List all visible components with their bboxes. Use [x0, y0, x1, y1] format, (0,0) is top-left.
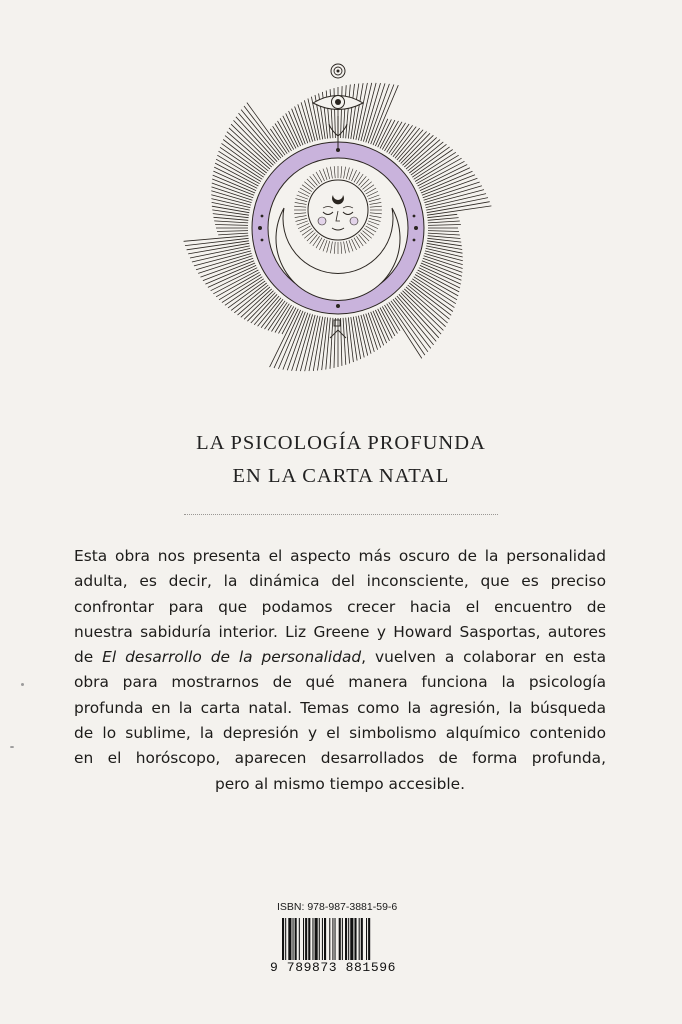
sun-ray — [341, 318, 342, 366]
barcode-bar — [282, 918, 284, 960]
blurb-line: adulta, es decir, la dinámica del inconsciente, que es preciso — [74, 572, 606, 591]
sun-ray — [361, 83, 376, 141]
book-blurb — [74, 544, 606, 797]
blurb-book-title: El desarrollo de la personalidad — [102, 648, 362, 667]
sun-ray — [351, 317, 357, 361]
barcode-bar — [293, 918, 294, 960]
sun-ray — [212, 183, 253, 198]
barcode-bar — [315, 918, 318, 960]
blurb-line: de lo sublime, la depresión y el simbolismo alquímico contenido — [74, 724, 606, 743]
sun-ray — [214, 221, 248, 223]
book-title-line-2: EN LA CARTA NATAL — [232, 465, 450, 487]
barcode-bar — [348, 918, 349, 960]
sun-ray — [423, 258, 463, 272]
sun-ray — [236, 117, 277, 162]
barcode-bar — [308, 918, 310, 960]
sun-ray — [414, 152, 456, 179]
blurb-line: confrontar para que podamos crecer hacia el encuentro de — [74, 597, 606, 616]
sun-ray — [375, 119, 387, 146]
barcode-icon — [270, 918, 420, 962]
barcode-bar — [332, 918, 333, 960]
blurb-line: pero al mismo tiempo accesible. — [214, 774, 466, 793]
barcode-bar — [319, 918, 320, 960]
barcode-bar — [354, 918, 356, 960]
sun-ray — [391, 301, 428, 352]
sun-ray — [300, 315, 315, 371]
blurb-line — [74, 645, 606, 670]
sun-ray — [428, 236, 461, 239]
sun-ray — [292, 109, 306, 144]
barcode-bar — [359, 918, 360, 960]
sun-ray — [375, 310, 389, 341]
isbn-digits: 9 789873 881596 — [270, 960, 397, 975]
book-title-line-1: LA PSICOLOGÍA PROFUNDA — [196, 432, 486, 454]
sun-ray — [211, 191, 251, 203]
sun-ray — [425, 190, 484, 206]
sun-ray — [403, 135, 434, 165]
sun-ray — [428, 218, 459, 221]
sun-ray — [289, 111, 303, 145]
sun-ray — [404, 137, 436, 167]
sun-ray — [212, 206, 249, 213]
sun-ray — [184, 236, 249, 242]
sun-ray — [422, 261, 462, 277]
barcode-bar — [342, 918, 343, 960]
sunburst-icon — [183, 58, 493, 372]
isbn-label: ISBN: 978-987-3881-59-6 — [277, 901, 398, 913]
sun-ray — [341, 86, 343, 138]
sun-ray — [403, 291, 444, 331]
sun-ray — [380, 120, 395, 148]
paper-speck — [21, 683, 24, 686]
sun-ray — [427, 243, 463, 249]
sun-ray — [397, 296, 436, 341]
barcode-bar — [329, 918, 330, 960]
sun-face — [308, 180, 368, 240]
blurb-line: nuestra sabiduría interior. Liz Greene y Howard Sasportas, autores — [74, 622, 606, 641]
sun-ray — [244, 106, 283, 157]
sun-ray — [238, 287, 271, 315]
blurb-line: Esta obra nos presenta el aspecto más oscuro de la personalidad — [74, 547, 606, 565]
blurb-text: de — [74, 648, 103, 667]
sun-ray — [241, 289, 272, 317]
barcode-bar — [335, 918, 336, 960]
barcode-bar — [368, 918, 370, 960]
blurb-line: en el horóscopo, aparecen desarrollados de forma profunda, — [74, 749, 606, 768]
sun-ray — [219, 151, 263, 179]
barcode-bar — [299, 918, 300, 960]
sun-ray — [428, 225, 461, 226]
sun-ray — [412, 150, 452, 178]
barcode-bar — [324, 918, 326, 960]
sun-ray — [428, 233, 460, 235]
sun-ray — [393, 299, 431, 348]
sun-ray — [234, 285, 268, 313]
sun-ray — [426, 194, 486, 208]
sun-ray — [286, 113, 301, 146]
sun-ray — [330, 318, 333, 369]
sun-ray — [273, 126, 290, 152]
isbn-barcode-block — [270, 900, 420, 980]
sun-ray — [194, 251, 251, 266]
sun-ray — [378, 309, 393, 339]
blurb-text: , vuelven a colaborar en esta — [361, 648, 606, 667]
sun-ray — [343, 318, 346, 365]
sun-moon-face-illustration — [183, 58, 493, 372]
sun-ray — [217, 231, 248, 232]
barcode-bar — [345, 918, 347, 960]
sun-ray — [218, 233, 248, 235]
blurb-line: obra para mostrarnos de qué manera funciona la psicología — [74, 673, 606, 692]
sun-ray — [395, 298, 434, 345]
sun-ray — [215, 225, 248, 226]
sun-ray — [428, 231, 459, 232]
barcode-bar — [366, 918, 367, 960]
barcode-bar — [305, 918, 307, 960]
sun-ray — [428, 221, 460, 223]
paper-speck — [10, 746, 14, 748]
barcode-bar — [312, 918, 313, 960]
barcode-bar — [285, 918, 286, 960]
sun-ray — [348, 84, 354, 139]
sun-ray — [412, 279, 454, 308]
barcode-bar — [303, 918, 304, 960]
barcode-bar — [295, 918, 297, 960]
sun-ray — [366, 83, 385, 142]
sun-ray — [389, 302, 425, 355]
barcode-bar — [339, 918, 341, 960]
sun-ray — [270, 129, 287, 154]
sun-ray — [214, 217, 249, 220]
dotted-divider — [184, 514, 498, 515]
barcode-bar — [288, 918, 291, 960]
sun-ray — [244, 291, 273, 320]
barcode-bar — [361, 918, 363, 960]
blurb-line: profunda en la carta natal. Temas como la agresión, la búsqueda — [74, 698, 606, 717]
sun-ray — [239, 113, 280, 160]
sun-ray — [414, 277, 456, 304]
sun-ray — [401, 133, 430, 163]
barcode-bar — [322, 918, 323, 960]
barcode-bar — [350, 918, 353, 960]
sun-ray — [192, 248, 250, 262]
